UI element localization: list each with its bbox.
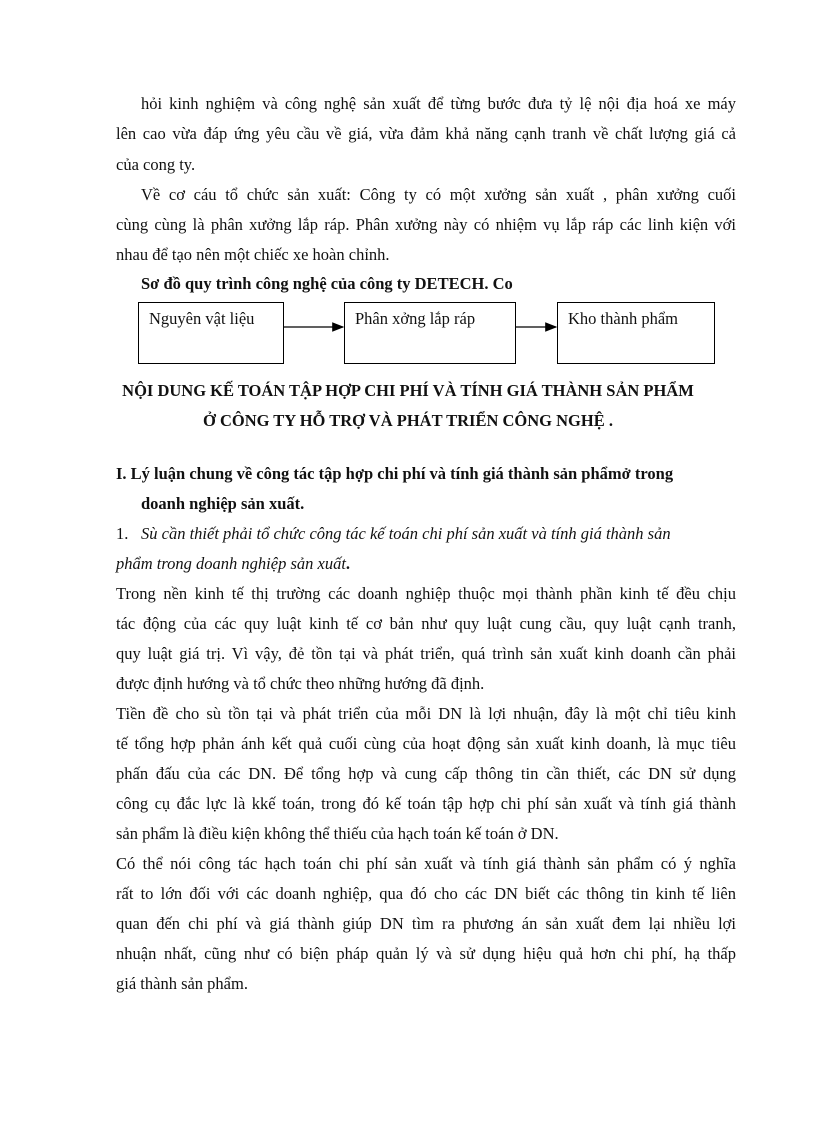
section-heading-I: I. Lý luận chung về công tác tập hợp chi phí và tính giá thành sản phẩmở trong xyxy=(116,464,674,483)
body-line: Trong nền kinh tế thị trường các doanh nghiệp thuộc mọi thành phần kinh tế đều chịu xyxy=(116,584,736,603)
part-heading-line-1: NỘI DUNG KẾ TOÁN TẬP HỢP CHI PHÍ VÀ TÍNH GIÁ THÀNH SẢN PHẨM xyxy=(122,381,694,400)
body-line: Tiền đề cho sù tồn tại và phát triển của mỗi DN là lợi nhuận, đây là một chỉ tiêu kinh xyxy=(116,704,736,723)
part-heading-line-2: Ở CÔNG TY HỖ TRỢ VÀ PHÁT TRIỂN CÔNG NGHỆ . xyxy=(203,411,613,430)
paragraph-line: lên cao vừa đáp ứng yêu cầu về giá, vừa đảm khả năng cạnh tranh về chất lượng giá cả xyxy=(116,124,736,143)
paragraph-line: Về cơ cáu tổ chức sản xuất: Công ty có một xưởng sản xuất , phân xưởng cuối xyxy=(141,185,736,204)
body-line: được định hướng và tổ chức theo những hướng đã định. xyxy=(116,674,485,693)
diagram-box-label: Kho thành phẩm xyxy=(568,309,678,328)
subsection-number: 1. xyxy=(116,524,129,543)
diagram-title: Sơ đồ quy trình công nghệ của công ty DETECH. Co xyxy=(141,274,513,293)
body-line: nhuận nhất, cũng như có biện pháp quản lý và sử dụng hiệu quả hơn chi phí, hạ thấp xyxy=(116,944,736,963)
paragraph-line: của cong ty. xyxy=(116,155,196,174)
subsection-title-cont xyxy=(116,554,350,574)
body-line: sản phẩm là điều kiện không thể thiếu của hạch toán kế toán ở DN. xyxy=(116,824,559,843)
body-line: công cụ đắc lực là kkế toán, trong đó kế toán tập hợp chi phí sản xuất và tính giá thành xyxy=(116,794,736,813)
section-heading-I-cont: doanh nghiệp sản xuất. xyxy=(141,494,305,513)
paragraph-line: cùng cùng là phân xưởng lắp ráp. Phân xưởng này có nhiệm vụ lắp ráp các linh kiện với xyxy=(116,215,736,234)
body-line: giá thành sản phẩm. xyxy=(116,974,248,993)
subsection-title-text: phẩm trong doanh nghiệp sản xuất xyxy=(116,554,346,573)
diagram-box-label: Nguyên vật liệu xyxy=(149,309,255,328)
body-line: Có thể nói công tác hạch toán chi phí sản xuất và tính giá thành sản phẩm có ý nghĩa xyxy=(116,854,736,873)
paragraph-line: hỏi kinh nghiệm và công nghệ sản xuất để từng bước đưa tỷ lệ nội địa hoá xe máy xyxy=(141,94,736,113)
diagram-box-label: Phân xởng lắp ráp xyxy=(355,309,476,328)
paragraph-line: nhau để tạo nên một chiếc xe hoàn chỉnh. xyxy=(116,245,390,264)
body-line: rất to lớn đối với các doanh nghiệp, qua đó cho các DN biết các thông tin kinh tế liên xyxy=(116,884,736,903)
body-line: quan đến chi phí và giá thành giúp DN tìm ra phương án sản xuất đem lại nhiều lợi xyxy=(116,914,736,933)
body-line: tác động của các quy luật kinh tế cơ bản như quy luật cung cầu, quy luật cạnh tranh, xyxy=(116,614,736,633)
body-line: phấn đấu của các DN. Để tổng hợp và cung cấp thông tin cần thiết, các DN sử dụng xyxy=(116,764,736,783)
subsection-title-period: . xyxy=(345,554,351,573)
subsection-title: Sù cần thiết phải tổ chức công tác kế toán chi phí sản xuất và tính giá thành sản xyxy=(141,524,671,543)
body-line: quy luật giá trị. Vì vậy, đẻ tồn tại và phát triển, quá trình sản xuất kinh doanh cần phải xyxy=(116,644,736,663)
body-line: tế tổng hợp phản ánh kết quả cuối cùng của hoạt động sản xuất kinh doanh, là mục tiêu xyxy=(116,734,736,753)
